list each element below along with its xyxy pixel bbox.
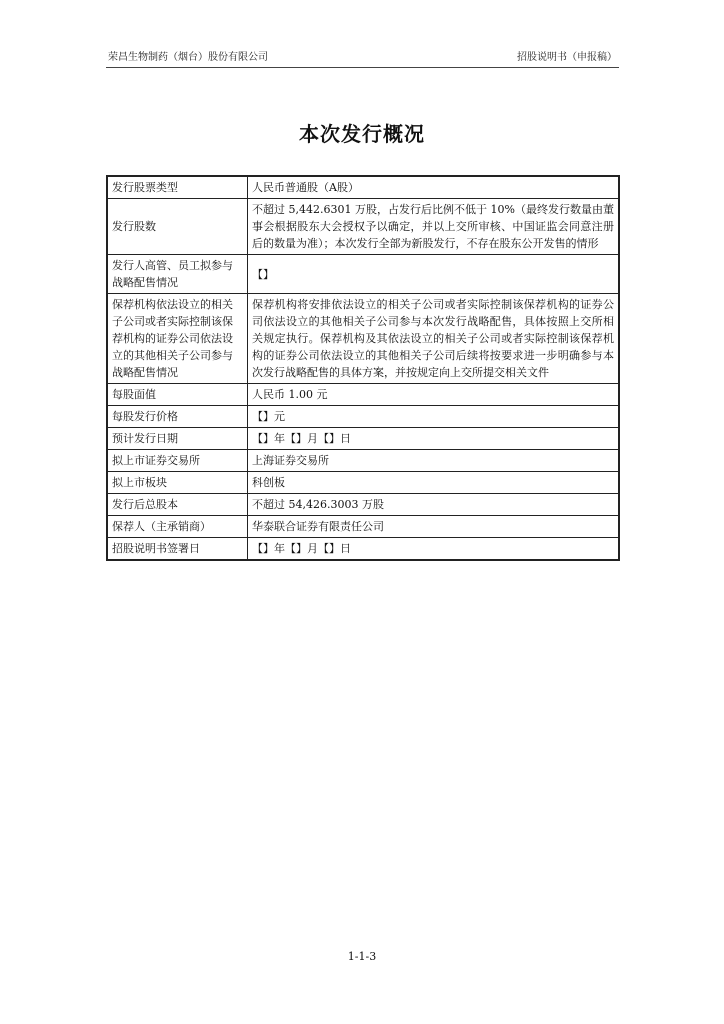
table-row [107,428,619,450]
row-value: 科创板 [248,472,620,494]
row-value: 【】 [248,255,620,294]
row-label: 每股发行价格 [107,406,248,428]
table-row [107,516,619,538]
row-label: 每股面值 [107,384,248,406]
row-value: 上海证券交易所 [248,450,620,472]
row-label: 发行后总股本 [107,494,248,516]
table-row [107,294,619,384]
row-label: 保荐机构依法设立的相关子公司或者实际控制该保荐机构的证券公司依法设立的其他相关子公司参与战略配售情况 [107,294,248,384]
table-row [107,538,619,561]
header-company: 荣昌生物制药（烟台）股份有限公司 [108,52,268,63]
table-row [107,176,619,199]
row-value: 【】元 [248,406,620,428]
table-row [107,494,619,516]
row-value: 【】年【】月【】日 [248,538,620,561]
row-label: 发行人高管、员工拟参与战略配售情况 [107,255,248,294]
page-number: 1-1-3 [347,950,377,963]
header-doc-type: 招股说明书（申报稿） [517,52,617,63]
row-label: 保荐人（主承销商） [107,516,248,538]
table-row [107,199,619,255]
table-row [107,406,619,428]
table-row [107,384,619,406]
row-value: 人民币普通股（A股） [248,176,620,199]
row-value: 不超过 54,426.3003 万股 [248,494,620,516]
row-value: 华泰联合证券有限责任公司 [248,516,620,538]
offering-overview-table [106,175,620,561]
row-label: 发行股票类型 [107,176,248,199]
row-label: 拟上市证券交易所 [107,450,248,472]
row-value: 【】年【】月【】日 [248,428,620,450]
row-label: 预计发行日期 [107,428,248,450]
page-title: 本次发行概况 [299,122,425,146]
page-header [106,51,619,68]
row-label: 发行股数 [107,199,248,255]
table-row [107,450,619,472]
row-value: 保荐机构将安排依法设立的相关子公司或者实际控制该保荐机构的证券公司依法设立的其他相关子公司参与本次发行战略配售，具体按照上交所相关规定执行。保荐机构及其依法设立的相关子公司或者实际控制该保荐机构的证券公司依法设立的其他相关子公司后续将按要求进一步明确参与本次发行战略配售的具体方案，并按规定向上交所提交相关文件 [248,294,620,384]
table-row [107,472,619,494]
row-value: 人民币 1.00 元 [248,384,620,406]
row-value: 不超过 5,442.6301 万股，占发行后比例不低于 10%（最终发行数量由董事会根据股东大会授权予以确定，并以上交所审核、中国证监会同意注册后的数量为准）；本次发行全部为新股发行，不存在股东公开发售的情形 [248,199,620,255]
table-row [107,255,619,294]
row-label: 拟上市板块 [107,472,248,494]
row-label: 招股说明书签署日 [107,538,248,561]
